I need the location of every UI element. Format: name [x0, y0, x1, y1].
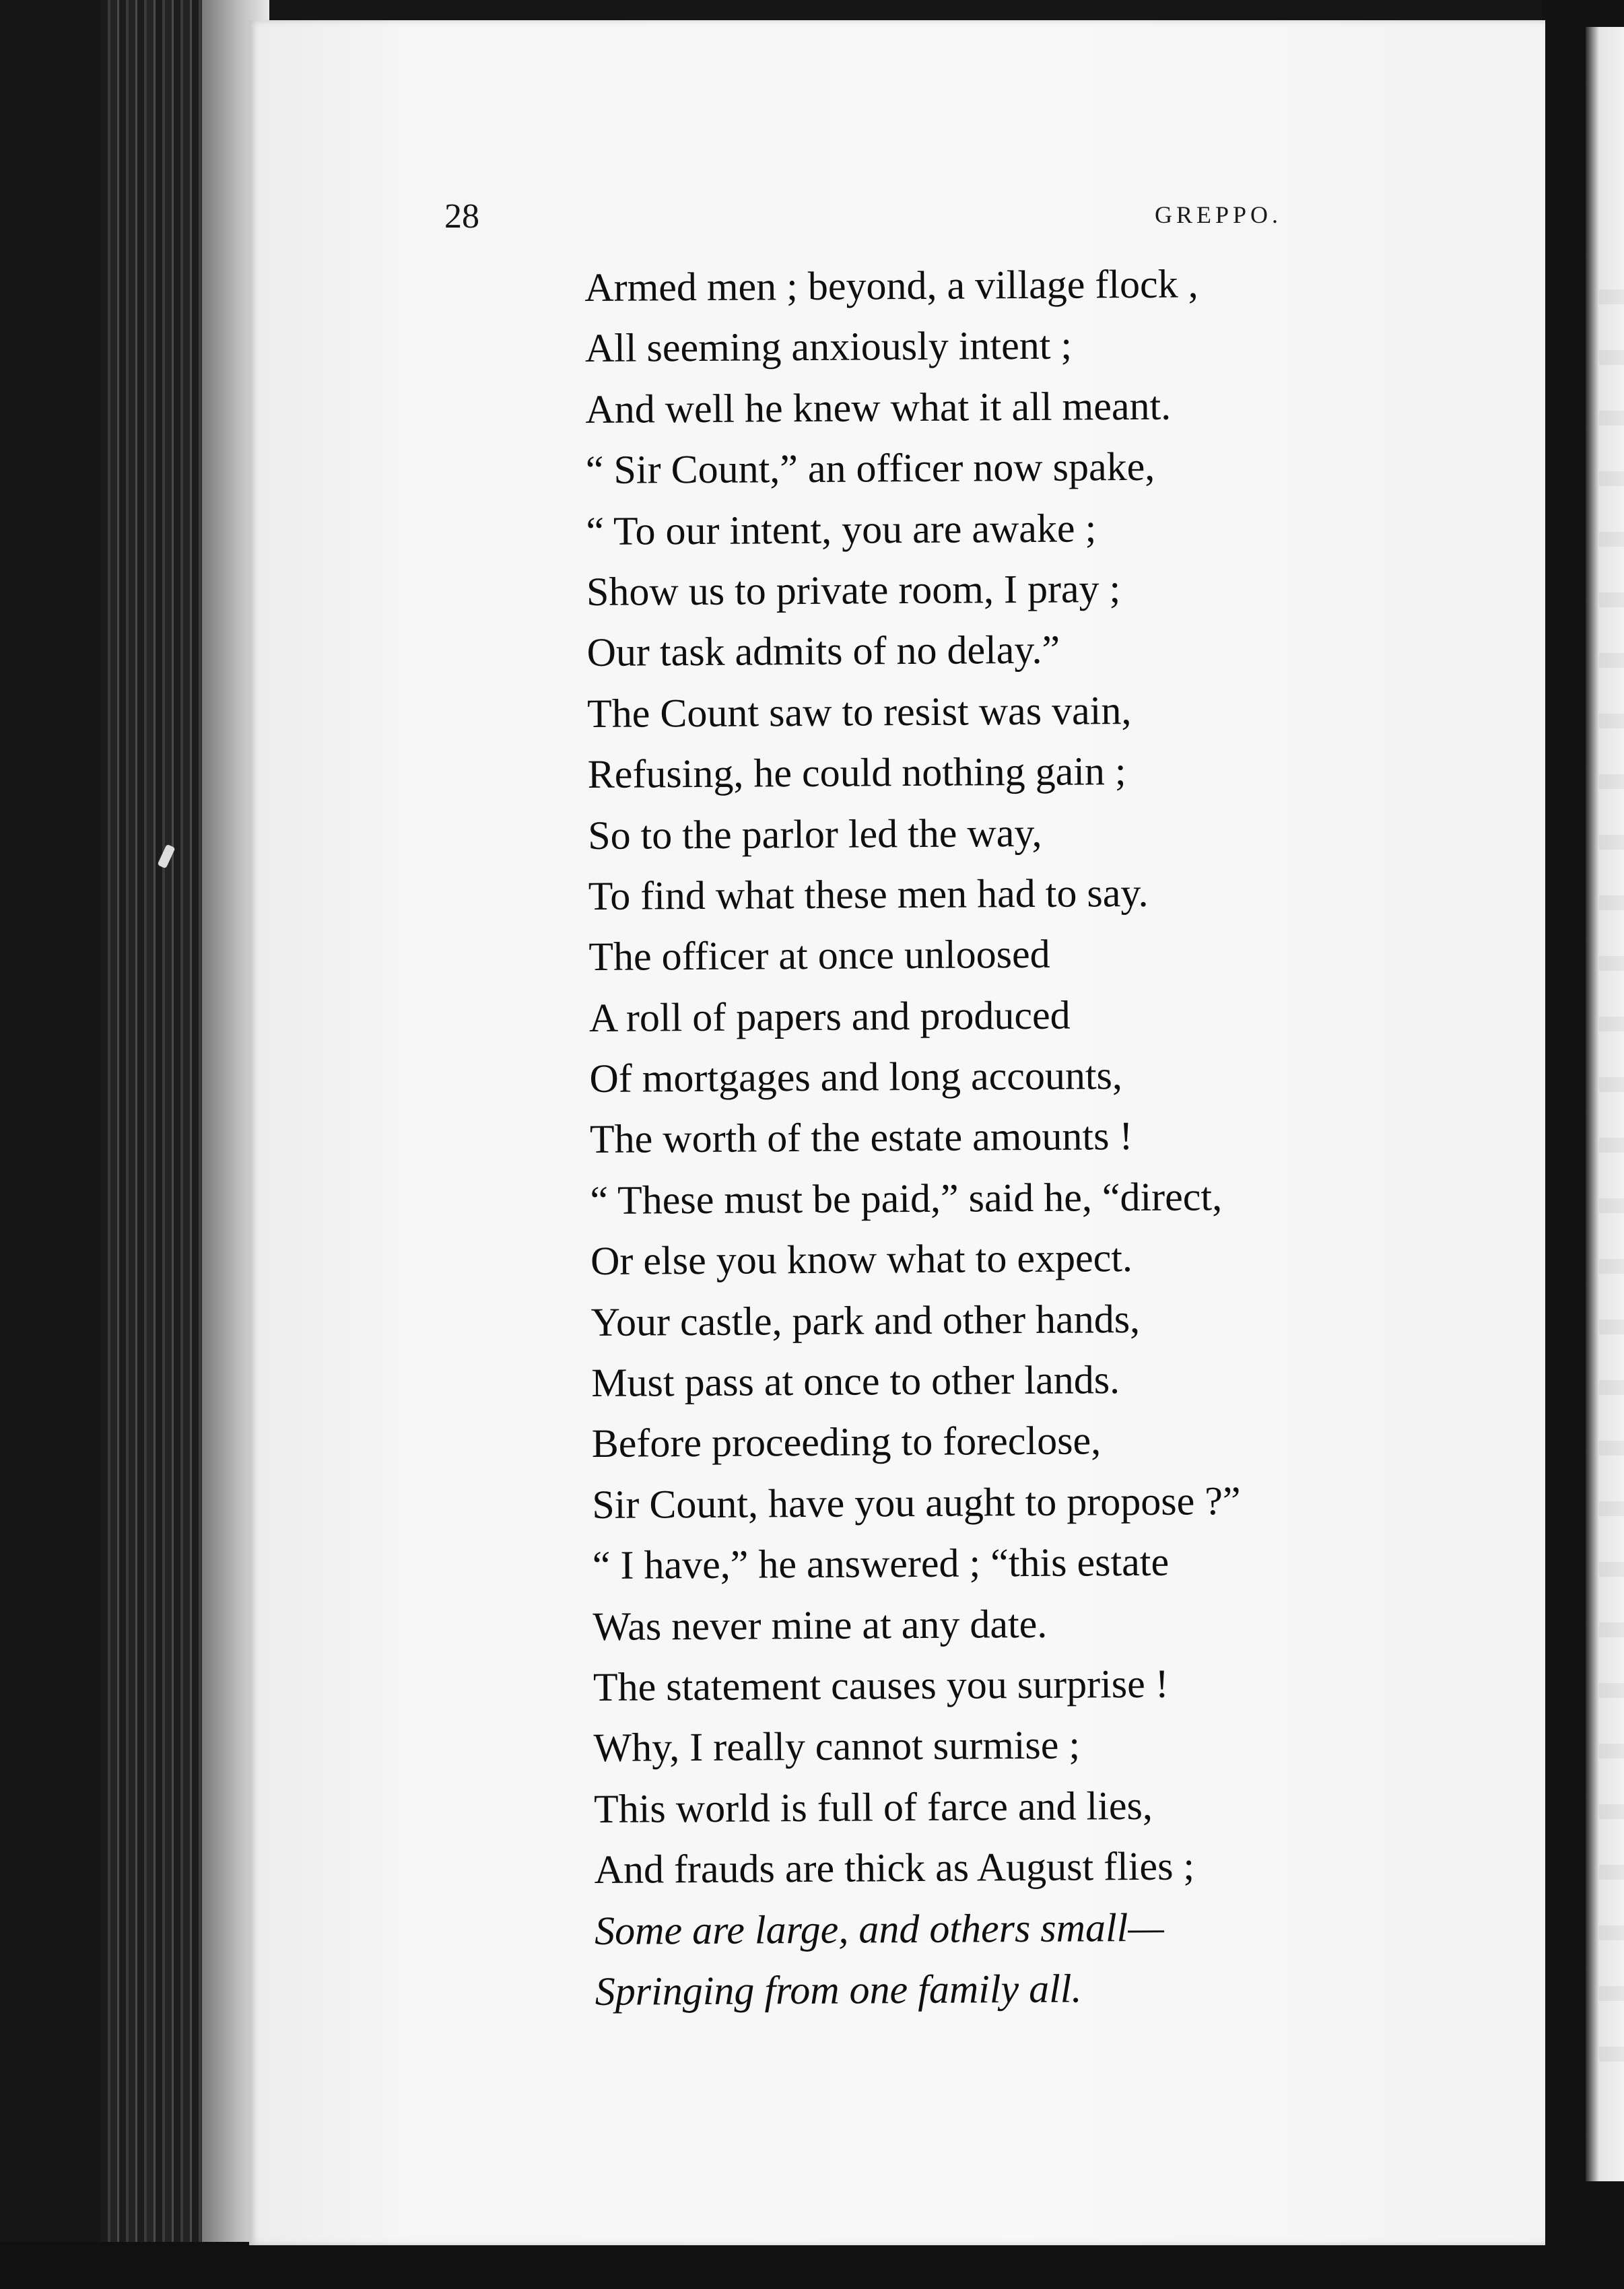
verse-line: This world is full of farce and lies, — [593, 1783, 1153, 1831]
verse-line: The statement causes you surprise ! — [593, 1661, 1169, 1709]
verse-line: All seeming anxiously intent ; — [584, 322, 1073, 371]
verse-line: And well he knew what it all meant. — [585, 383, 1172, 432]
verse-line: Sir Count, have you aught to propose ?” — [592, 1478, 1241, 1527]
verse-line: And frauds are thick as August flies ; — [594, 1843, 1195, 1892]
bottom-background — [0, 2242, 1624, 2289]
verse-line: “ To our intent, you are awake ; — [586, 505, 1097, 553]
verse-line: Our task admits of no delay.” — [586, 627, 1060, 675]
verse-line: “ Sir Count,” an officer now spake, — [585, 444, 1155, 493]
verse-line: The worth of the estate amounts ! — [589, 1114, 1133, 1162]
verse-line: Refusing, he could nothing gain ; — [587, 749, 1126, 797]
verse-line-italic: Springing from one family all. — [595, 1966, 1082, 2014]
verse-line: Why, I really cannot surmise ; — [593, 1722, 1081, 1771]
verse-line: Or else you know what to expect. — [590, 1235, 1133, 1284]
verse-line: Of mortgages and long accounts, — [589, 1053, 1123, 1101]
verse-line: A roll of papers and produced — [588, 992, 1071, 1040]
verse-line: “ These must be paid,” said he, “direct, — [590, 1174, 1223, 1223]
verse-line: The officer at once unloosed — [588, 932, 1050, 980]
verse-line-italic: Some are large, and others small— — [594, 1905, 1164, 1953]
verse-line: Armed men ; beyond, a village flock , — [584, 261, 1198, 310]
running-head: GREPPO. — [1155, 201, 1283, 228]
page-number: 28 — [444, 197, 479, 236]
verse-line: Your castle, park and other hands, — [590, 1296, 1141, 1344]
verse-line: So to the parlor led the way, — [588, 810, 1042, 858]
verse-line: Show us to private room, I pray ; — [586, 566, 1121, 614]
book-page — [249, 20, 1545, 2245]
verse-line: “ I have,” he answered ; “this estate — [592, 1539, 1170, 1588]
verse-line: Before proceeding to foreclose, — [591, 1418, 1102, 1466]
verse-line: Was never mine at any date. — [593, 1601, 1048, 1649]
verse-line: Must pass at once to other lands. — [591, 1357, 1120, 1405]
verse-line: The Count saw to resist was vain, — [586, 687, 1132, 736]
verse-line: To find what these men had to say. — [588, 870, 1149, 918]
verse-text — [584, 250, 1624, 2022]
